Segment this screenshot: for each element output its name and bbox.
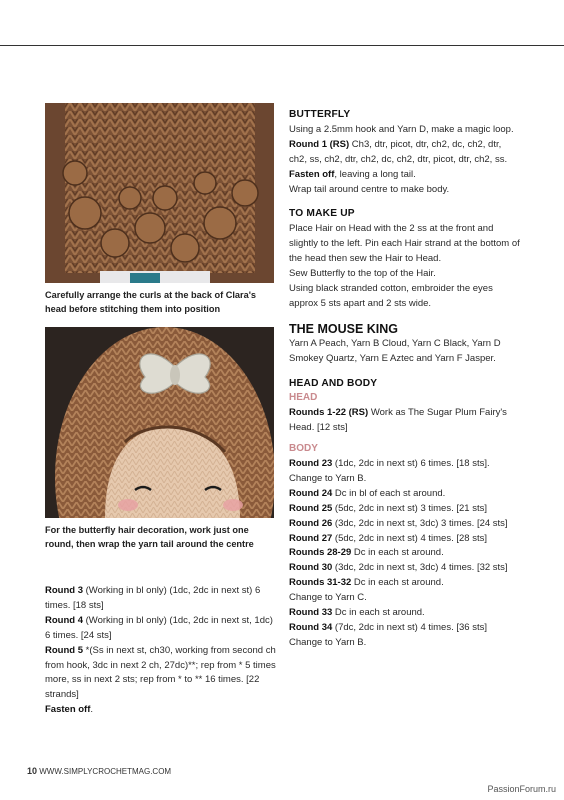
mouse-king-heading: THE MOUSE KING (289, 321, 399, 336)
mouse-king-yarns: Yarn A Peach, Yarn B Cloud, Yarn C Black, Yarn D Smokey Quartz, Yarn E Aztec and Yarn F Jasper. (289, 337, 501, 364)
round-5-line (45, 644, 277, 704)
page-footer (27, 766, 171, 776)
fasten-off-line (45, 703, 277, 718)
butterfly-round-1-label: Round 1 (RS) (289, 138, 350, 150)
round-25-text: (5dc, 2dc in next st) 3 times. [21 sts] (332, 502, 487, 514)
round-27-label: Round 27 (289, 532, 333, 544)
rounds-31-32-label: Rounds 31-32 (289, 577, 352, 589)
round-23-label: Round 23 (289, 458, 333, 470)
make-up-step-1: Place Hair on Head with the 2 ss at the front and slightly to the left. Pin each Hair strand at the bottom of the head then sew the Hair to Head. (289, 223, 520, 265)
doll-head-butterfly-illustration (45, 327, 274, 518)
fasten-off-tail: . (90, 704, 94, 716)
butterfly-photo (45, 327, 274, 518)
head-and-body-heading: HEAD AND BODY (289, 377, 378, 389)
instructions-column (289, 108, 521, 651)
round-30-text: (3dc, 2dc in next st, 3dc) 4 times. [32 sts] (332, 562, 508, 574)
watermark: PassionForum.ru (487, 784, 556, 794)
round-4-label: Round 4 (45, 614, 83, 626)
make-up-step-2: Sew Butterfly to the top of the Hair. (289, 268, 436, 280)
body-subheading: BODY (289, 443, 318, 455)
head-rounds (289, 406, 521, 436)
round-26-text: (3dc, 2dc in next st, 3dc) 3 times. [24 sts] (332, 517, 508, 529)
round-27 (289, 532, 521, 547)
change-yarn-b: Change to Yarn B. (289, 472, 367, 484)
page-number: 10 (27, 766, 38, 776)
round-33 (289, 606, 521, 621)
butterfly-intro: Using a 2.5mm hook and Yarn D, make a magic loop. (289, 123, 514, 135)
round-25 (289, 502, 521, 517)
rounds-31-32-text: Dc in each st around. (351, 577, 444, 589)
hair-curls-illustration (45, 103, 274, 283)
round-4-text: (Working in bl only) (1dc, 2dc in next st, 1dc) 6 times. [24 sts] (45, 614, 273, 641)
round-5-text: *(Ss in next st, ch30, working from second ch from hook, 3dc in next 2 ch, 27dc)**; rep from * 5 times more, ss in next 2 sts; rep from * to ** 16 times. [22 strands] (45, 644, 276, 701)
rounds-28-29 (289, 546, 521, 561)
round-5-label: Round 5 (45, 644, 83, 656)
round-23 (289, 457, 521, 472)
make-up-step-3: Using black stranded cotton, embroider the eyes approx 5 sts apart and 2 sts wide. (289, 282, 493, 309)
butterfly-fasten (289, 168, 521, 183)
head-subheading: HEAD (289, 392, 318, 404)
butterfly-heading: BUTTERFLY (289, 109, 351, 120)
rounds-28-29-text: Dc in each st around. (351, 547, 444, 559)
change-yarn-c: Change to Yarn C. (289, 592, 367, 604)
round-3-text: (Working in bl only) (1dc, 2dc in next st) 6 times. [18 sts] (45, 585, 261, 611)
round-33-label: Round 33 (289, 607, 333, 619)
spacer (289, 197, 521, 207)
round-3-line (45, 584, 277, 614)
round-26-label: Round 26 (289, 517, 333, 529)
round-34-text: (7dc, 2dc in next st) 4 times. [36 sts] (332, 622, 487, 633)
spacer (289, 367, 521, 377)
butterfly-fasten-text: , leaving a long tail. (334, 168, 416, 180)
caption-curls: Carefully arrange the curls at the back of Clara's head before stitching them into position (45, 290, 257, 314)
round-33-text: Dc in each st around. (332, 607, 425, 619)
butterfly-fasten-label: Fasten off (289, 168, 335, 180)
round-27-text: (5dc, 2dc in next st) 4 times. [28 sts] (332, 532, 487, 544)
head-rounds-text: Work as The Sugar Plum Fairy's Head. [12 sts] (289, 407, 507, 434)
hair-curls-photo (45, 103, 274, 283)
round-3-label: Round 3 (45, 585, 83, 596)
top-rule (0, 45, 564, 46)
round-30 (289, 561, 521, 576)
butterfly-wrap: Wrap tail around centre to make body. (289, 183, 450, 195)
round-24 (289, 487, 521, 502)
hair-rounds-column (45, 584, 277, 718)
butterfly-round-1 (289, 138, 521, 168)
round-24-text: Dc in bl of each st around. (332, 487, 446, 499)
make-up-heading: TO MAKE UP (289, 208, 355, 220)
round-34-label: Round 34 (289, 622, 333, 633)
round-26 (289, 517, 521, 532)
round-23-text: (1dc, 2dc in next st) 6 times. [18 sts]. (332, 458, 490, 470)
spacer (289, 312, 521, 322)
round-25-label: Round 25 (289, 502, 333, 514)
change-yarn-b-again: Change to Yarn B. (289, 636, 367, 648)
caption-butterfly: For the butterfly hair decoration, work just one round, then wrap the yarn tail around the centre (45, 525, 254, 549)
head-rounds-label: Rounds 1-22 (RS) (289, 407, 369, 419)
site-url[interactable]: WWW.SIMPLYCROCHETMAG.COM (37, 767, 172, 776)
round-24-label: Round 24 (289, 487, 333, 499)
round-4-line (45, 614, 277, 644)
round-34 (289, 621, 521, 636)
round-30-label: Round 30 (289, 562, 333, 574)
rounds-28-29-label: Rounds 28-29 (289, 547, 352, 559)
fasten-off-label: Fasten off (45, 704, 91, 716)
butterfly-round-1-text: Ch3, dtr, picot, dtr, ch2, dc, ch2, dtr, ch2, ss, ch2, dtr, ch2, dc, ch2, dtr, picot, dtr, ch2, ss. (289, 138, 508, 165)
rounds-31-32 (289, 576, 521, 591)
